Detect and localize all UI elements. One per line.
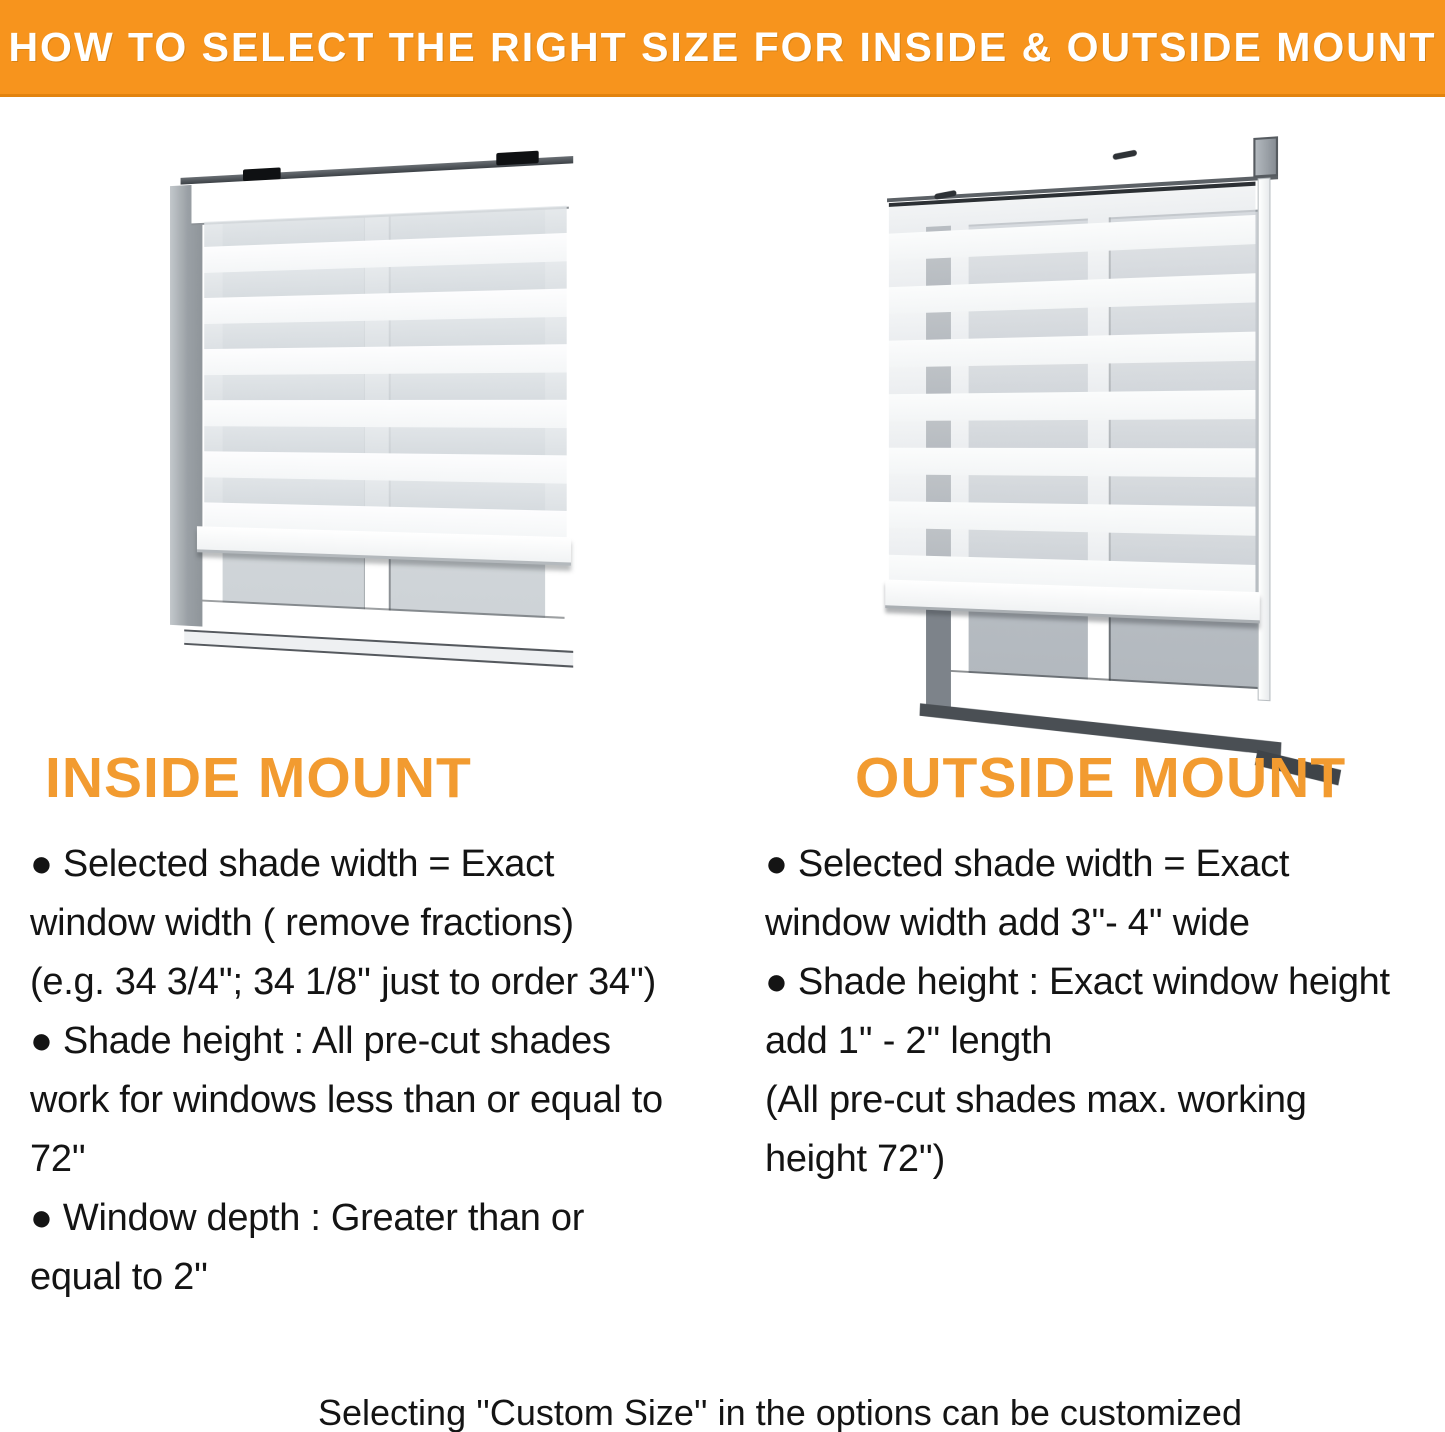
instruction-line: ● Selected shade width = Exact <box>765 843 1290 885</box>
instruction-line: ● Selected shade width = Exact <box>30 843 555 885</box>
zebra-shade <box>204 206 566 538</box>
inside-mount-window <box>170 138 565 673</box>
inside-mount-instructions <box>30 835 720 1307</box>
instruction-line: (e.g. 34 3/4''; 34 1/8'' just to order 34'') <box>30 961 657 1003</box>
outside-mount-window <box>875 117 1302 766</box>
wall-screw-dash-icon <box>1112 150 1137 161</box>
instruction-line: equal to 2'' <box>30 1256 208 1298</box>
instruction-line: height 72'') <box>765 1138 945 1180</box>
instruction-line: ● Shade height : All pre-cut shades <box>30 1020 611 1062</box>
inside-mount-illustration <box>158 150 558 660</box>
instruction-line: ● Window depth : Greater than or <box>30 1197 585 1239</box>
instruction-line: ● Shade height : Exact window height <box>765 961 1390 1003</box>
inside-mount-heading: INSIDE MOUNT <box>45 746 472 810</box>
wall-bracket-block <box>1253 137 1279 178</box>
instruction-line: add 1'' - 2'' length <box>765 1020 1053 1062</box>
outside-mount-instructions <box>765 835 1425 1189</box>
banner-title: HOW TO SELECT THE RIGHT SIZE FOR INSIDE & OUTSIDE MOUNT <box>8 23 1437 70</box>
mounting-bracket-icon <box>496 151 538 166</box>
instruction-line: window width ( remove fractions) <box>30 902 574 944</box>
instruction-line: window width add 3''- 4'' wide <box>765 902 1250 944</box>
window-left-jamb <box>170 184 203 626</box>
outside-mount-illustration <box>862 133 1294 750</box>
instruction-line: work for windows less than or equal to <box>30 1079 663 1121</box>
zebra-shade <box>889 182 1255 594</box>
custom-size-note: Selecting ''Custom Size'' in the options can be customized <box>318 1392 1242 1432</box>
instruction-line: 72'' <box>30 1138 86 1180</box>
mounting-bracket-icon <box>243 168 281 182</box>
banner <box>0 0 1445 97</box>
instruction-line: (All pre-cut shades max. working <box>765 1079 1307 1121</box>
outside-mount-heading: OUTSIDE MOUNT <box>855 746 1347 810</box>
